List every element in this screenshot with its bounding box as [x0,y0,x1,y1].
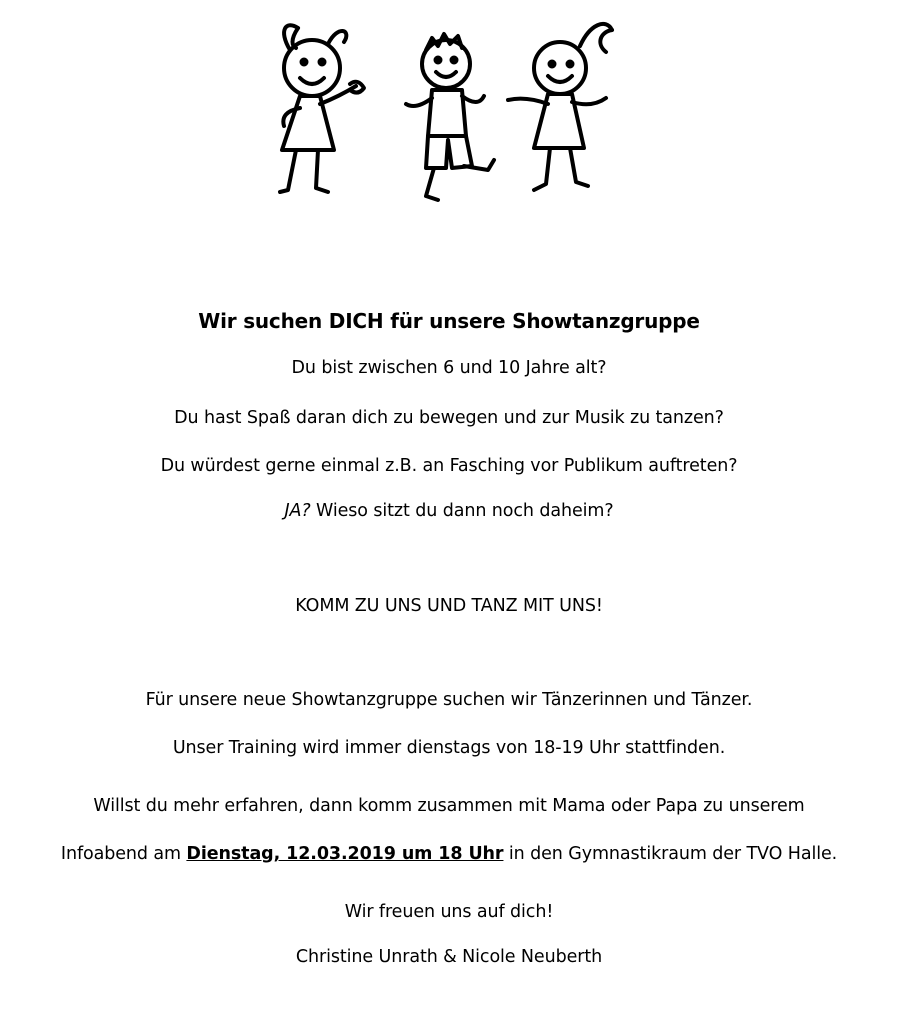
girl-left-figure [280,25,364,192]
closing-line: Wir freuen uns auf dich! [344,902,554,922]
call-to-action: KOMM ZU UNS UND TANZ MIT UNS! [295,596,603,616]
paragraph-training-time: Unser Training wird immer dienstags von 18-19 Uhr stattfinden. [172,738,726,758]
boy-middle-figure [406,34,494,200]
girl-right-figure [508,24,612,190]
headline: Wir suchen DICH für unsere Showtanzgruppe [198,309,700,333]
dancing-children-illustration [240,0,646,222]
question-perform: Du würdest gerne einmal z.B. an Fasching vor Publikum auftreten? [160,456,738,476]
info-evening-location: in den Gymnastikraum der TVO Halle. [503,844,838,864]
paragraph-info-invite: Willst du mehr erfahren, dann komm zusammen mit Mama oder Papa zu unserem [93,796,805,816]
yes-emphasis: JA? [284,501,311,521]
question-fun: Du hast Spaß daran dich zu bewegen und zur Musik zu tanzen? [174,408,724,428]
info-evening-prefix: Infoabend am [60,844,187,864]
event-date: Dienstag, 12.03.2019 um 18 Uhr [186,844,504,864]
signature: Christine Unrath & Nicole Neuberth [295,947,603,967]
question-age: Du bist zwischen 6 und 10 Jahre alt? [291,358,607,378]
paragraph-new-group: Für unsere neue Showtanzgruppe suchen wir Tänzerinnen und Tänzer. [145,690,753,710]
question-yes-rest: Wieso sitzt du dann noch daheim? [310,501,614,521]
paragraph-info-evening [0,842,898,866]
question-yes [0,499,898,523]
